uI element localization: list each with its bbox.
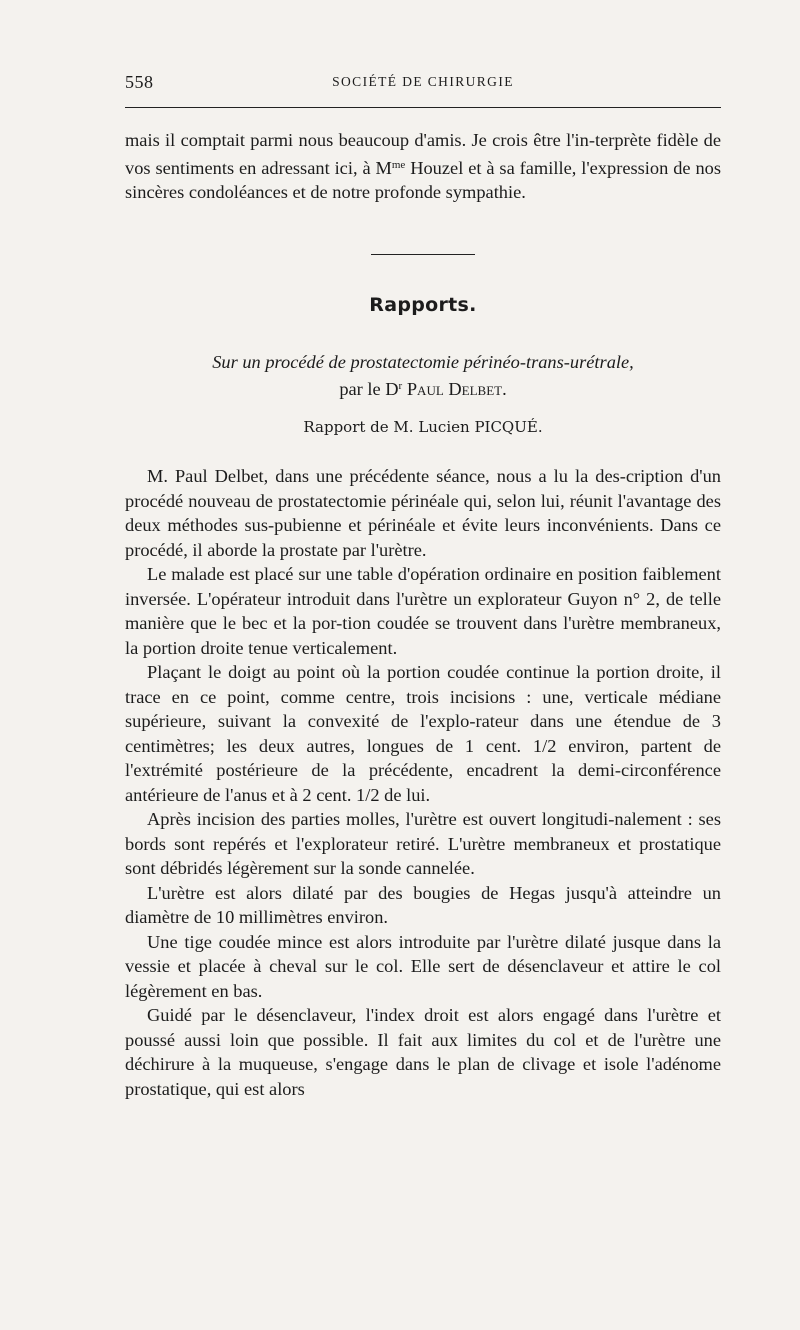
author-name: Paul Delbet. <box>406 379 507 399</box>
book-page <box>125 0 721 1330</box>
body-paragraph: Une tige coudée mince est alors introduite par l'urètre dilaté jusque dans la vessie et placée à cheval sur le col. Elle sert de désenclaveur et attire le col légèrement en bas. <box>125 931 721 1001</box>
intro-superscript: me <box>391 158 406 171</box>
section-separator <box>371 254 475 255</box>
body-paragraph: Après incision des parties molles, l'urètre est ouvert longitudi-nalement : ses bords sont repérés et l'explorateur retiré. L'urètre membraneux et prostatique sont débridés légèrement sur la sonde cannelée. <box>125 809 721 878</box>
body-paragraph: Plaçant le doigt au point où la portion coudée continue la portion droite, il trace en ce point, comme centre, trois incisions : une, verticale médiane supérieure, suivant la convexité de l'explo-rateur dans une étendue de 3 centimètres; les deux autres, longues de 1 cent. 1/2 environ, partent de l'extrémité postérieure de la précédente, encadrent la demi-circonférence antérieure de l'anus et à 2 cent. 1/2 de lui. <box>125 662 721 805</box>
author-title-superscript: r <box>398 380 403 392</box>
author-prefix: par le D <box>339 379 399 399</box>
running-head <box>125 72 721 96</box>
body-paragraph: Guidé par le désenclaveur, l'index droit est alors engagé dans l'urètre et poussé aussi loin que possible. Il fait aux limites du col et de l'urètre une déchirure à la muqueuse, s'engage dans le plan de clivage et isole l'adénome prostatique, qui est alors <box>125 1005 721 1099</box>
header-rule <box>125 107 721 108</box>
article-author-line <box>125 374 721 401</box>
body-paragraph: L'urètre est alors dilaté par des bougies de Hegas jusqu'à atteindre un diamètre de 10 millimètres environ. <box>125 882 721 927</box>
body-text <box>125 464 721 1101</box>
report-byline: Rapport de M. Lucien PICQUÉ. <box>303 418 543 436</box>
intro-text-end: Houzel et à sa famille, l'expression de nos sincères condoléances et de notre profonde sympathie. <box>125 157 721 202</box>
intro-text <box>125 128 721 205</box>
body-paragraph: M. Paul Delbet, dans une précédente séance, nous a lu la des-cription d'un procédé nouveau de prostatectomie périnéale qui, selon lui, réunit l'avantage des deux méthodes sus-pubienne et périnéale et évite leurs inconvénients. Dans ce procédé, il aborde la prostate par l'urètre. <box>125 466 721 560</box>
page-number: 558 <box>125 72 154 92</box>
intro-text-start: mais il comptait parmi nous beaucoup d'amis. Je crois être l'in-terprète fidèle de vos sentiments en adressant ici, à M <box>125 130 721 178</box>
article-title <box>125 350 721 401</box>
article-title-line: Sur un procédé de prostatectomie périnéo-trans-urétrale, <box>212 352 634 372</box>
body-paragraph: Le malade est placé sur une table d'opération ordinaire en position faiblement inversée. L'opérateur introduit dans l'urètre un explorateur Guyon n° 2, de telle manière que le bec et la por-tion coudée se trouvent dans l'urètre membraneux, la portion droite tenue verticalement. <box>125 564 721 658</box>
intro-paragraph <box>125 128 721 205</box>
section-title: Rapports. <box>369 294 477 316</box>
journal-title: SOCIÉTÉ DE CHIRURGIE <box>332 74 514 89</box>
